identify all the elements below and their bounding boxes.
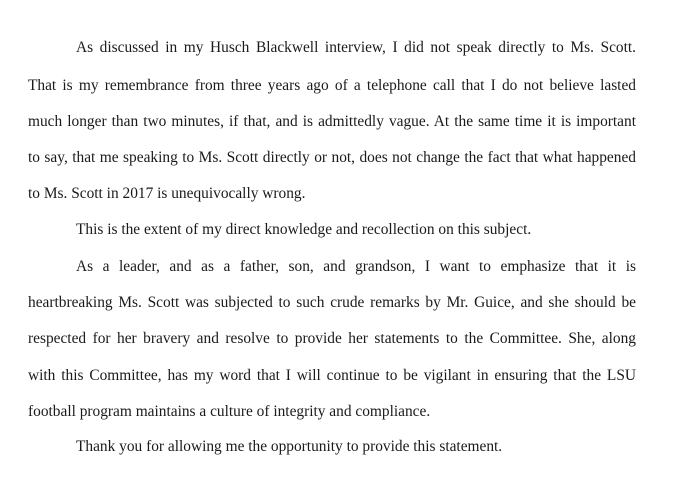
paragraph-line: football program maintains a culture of integrity and compliance.: [28, 403, 431, 420]
paragraph-line: Thank you for allowing me the opportunity to provide this statement.: [76, 438, 503, 455]
paragraph-line: to say, that me speaking to Ms. Scott directly or not, does not change the fact that what happened: [28, 149, 636, 166]
paragraph-line: respected for her bravery and resolve to provide her statements to the Committee. She, along: [28, 330, 636, 347]
paragraph-line: That is my remembrance from three years ago of a telephone call that I do not believe lasted: [28, 77, 636, 94]
paragraph-line: As discussed in my Husch Blackwell interview, I did not speak directly to Ms. Scott.: [76, 39, 636, 56]
paragraph-line: This is the extent of my direct knowledge and recollection on this subject.: [76, 221, 532, 238]
paragraph-line: much longer than two minutes, if that, and is admittedly vague. At the same time it is important: [28, 113, 636, 130]
paragraph-line: As a leader, and as a father, son, and grandson, I want to emphasize that it is: [76, 258, 636, 275]
paragraph-line: to Ms. Scott in 2017 is unequivocally wrong.: [28, 185, 306, 202]
paragraph-line: heartbreaking Ms. Scott was subjected to such crude remarks by Mr. Guice, and she should be: [28, 294, 636, 311]
paragraph-line: with this Committee, has my word that I will continue to be vigilant in ensuring that the LSU: [28, 367, 636, 384]
